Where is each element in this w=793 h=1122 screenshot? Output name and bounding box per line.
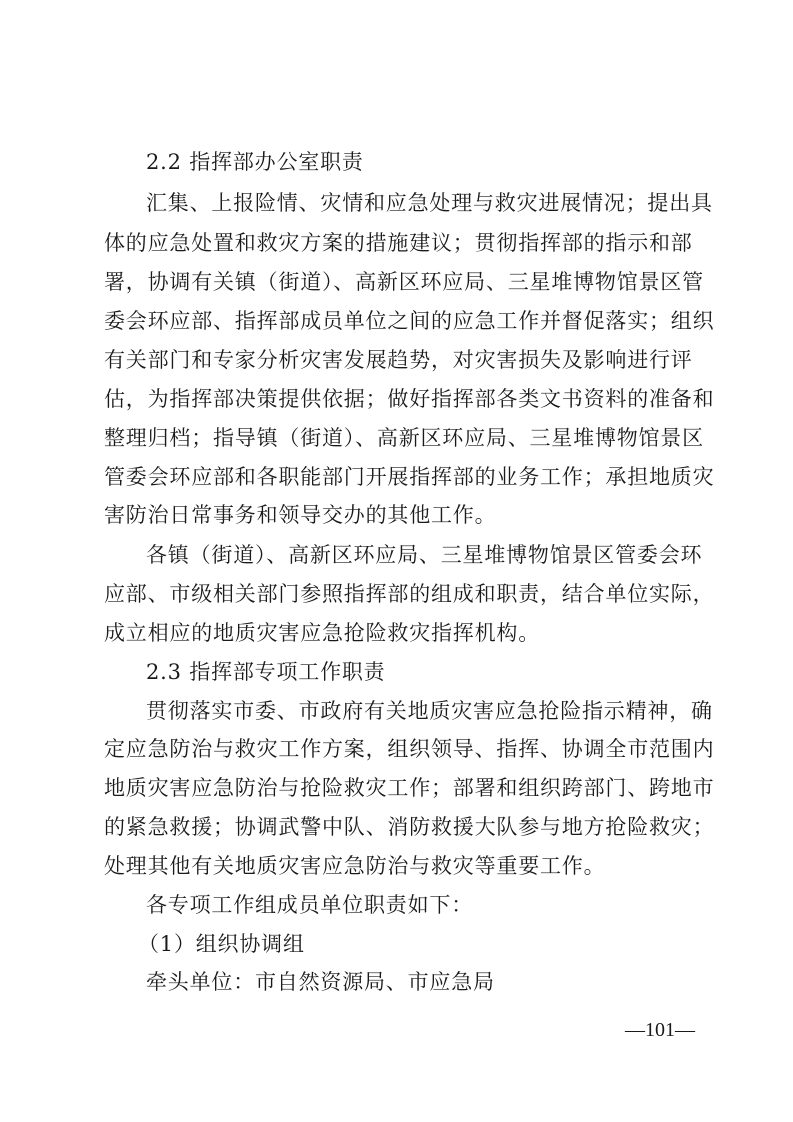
paragraph-line: 各专项工作组成员单位职责如下： [146, 893, 473, 917]
section-heading-2-3: 2.3 指挥部专项工作职责 [146, 660, 386, 684]
paragraph-line: 有关部门和专家分析灾害发展趋势，对灾害损失及影响进行评 [104, 348, 693, 372]
paragraph-line: 害防治日常事务和领导交办的其他工作。 [104, 503, 497, 527]
paragraph-line: 地质灾害应急防治与抢险救灾工作；部署和组织跨部门、跨地市 [104, 776, 715, 800]
paragraph-line: 署，协调有关镇（街道）、高新区环应局、三星堆博物馆景区管 [104, 270, 704, 294]
paragraph-line: 成立相应的地质灾害应急抢险救灾指挥机构。 [104, 621, 540, 645]
paragraph-line: 委会环应部、指挥部成员单位之间的应急工作并督促落实；组织 [104, 309, 715, 333]
page-number: —101— [625, 1019, 695, 1041]
paragraph-line: 整理归档；指导镇（街道）、高新区环应局、三星堆博物馆景区 [104, 426, 704, 450]
paragraph-line: 各镇（街道）、高新区环应局、三星堆博物馆景区管委会环 [146, 543, 703, 567]
paragraph-line: 估，为指挥部决策提供依据；做好指挥部各类文书资料的准备和 [104, 387, 715, 411]
paragraph-line: 的紧急救援；协调武警中队、消防救援大队参与地方抢险救灾； [104, 815, 715, 839]
paragraph-line: 应部、市级相关部门参照指挥部的组成和职责，结合单位实际， [104, 582, 715, 606]
group-lead-unit: 牵头单位：市自然资源局、市应急局 [146, 970, 495, 994]
paragraph-line: 体的应急处置和救灾方案的措施建议；贯彻指挥部的指示和部 [104, 231, 693, 255]
paragraph-line: 管委会环应部和各职能部门开展指挥部的业务工作；承担地质灾 [104, 465, 715, 489]
group-title: （1）组织协调组 [138, 932, 305, 956]
paragraph-line: 汇集、上报险情、灾情和应急处理与救灾进展情况；提出具 [146, 191, 713, 215]
paragraph-line: 贯彻落实市委、市政府有关地质灾害应急抢险指示精神，确 [146, 699, 713, 723]
paragraph-line: 处理其他有关地质灾害应急防治与救灾等重要工作。 [104, 854, 606, 878]
paragraph-line: 定应急防治与救灾工作方案，组织领导、指挥、协调全市范围内 [104, 737, 715, 761]
section-heading-2-2: 2.2 指挥部办公室职责 [146, 150, 364, 174]
